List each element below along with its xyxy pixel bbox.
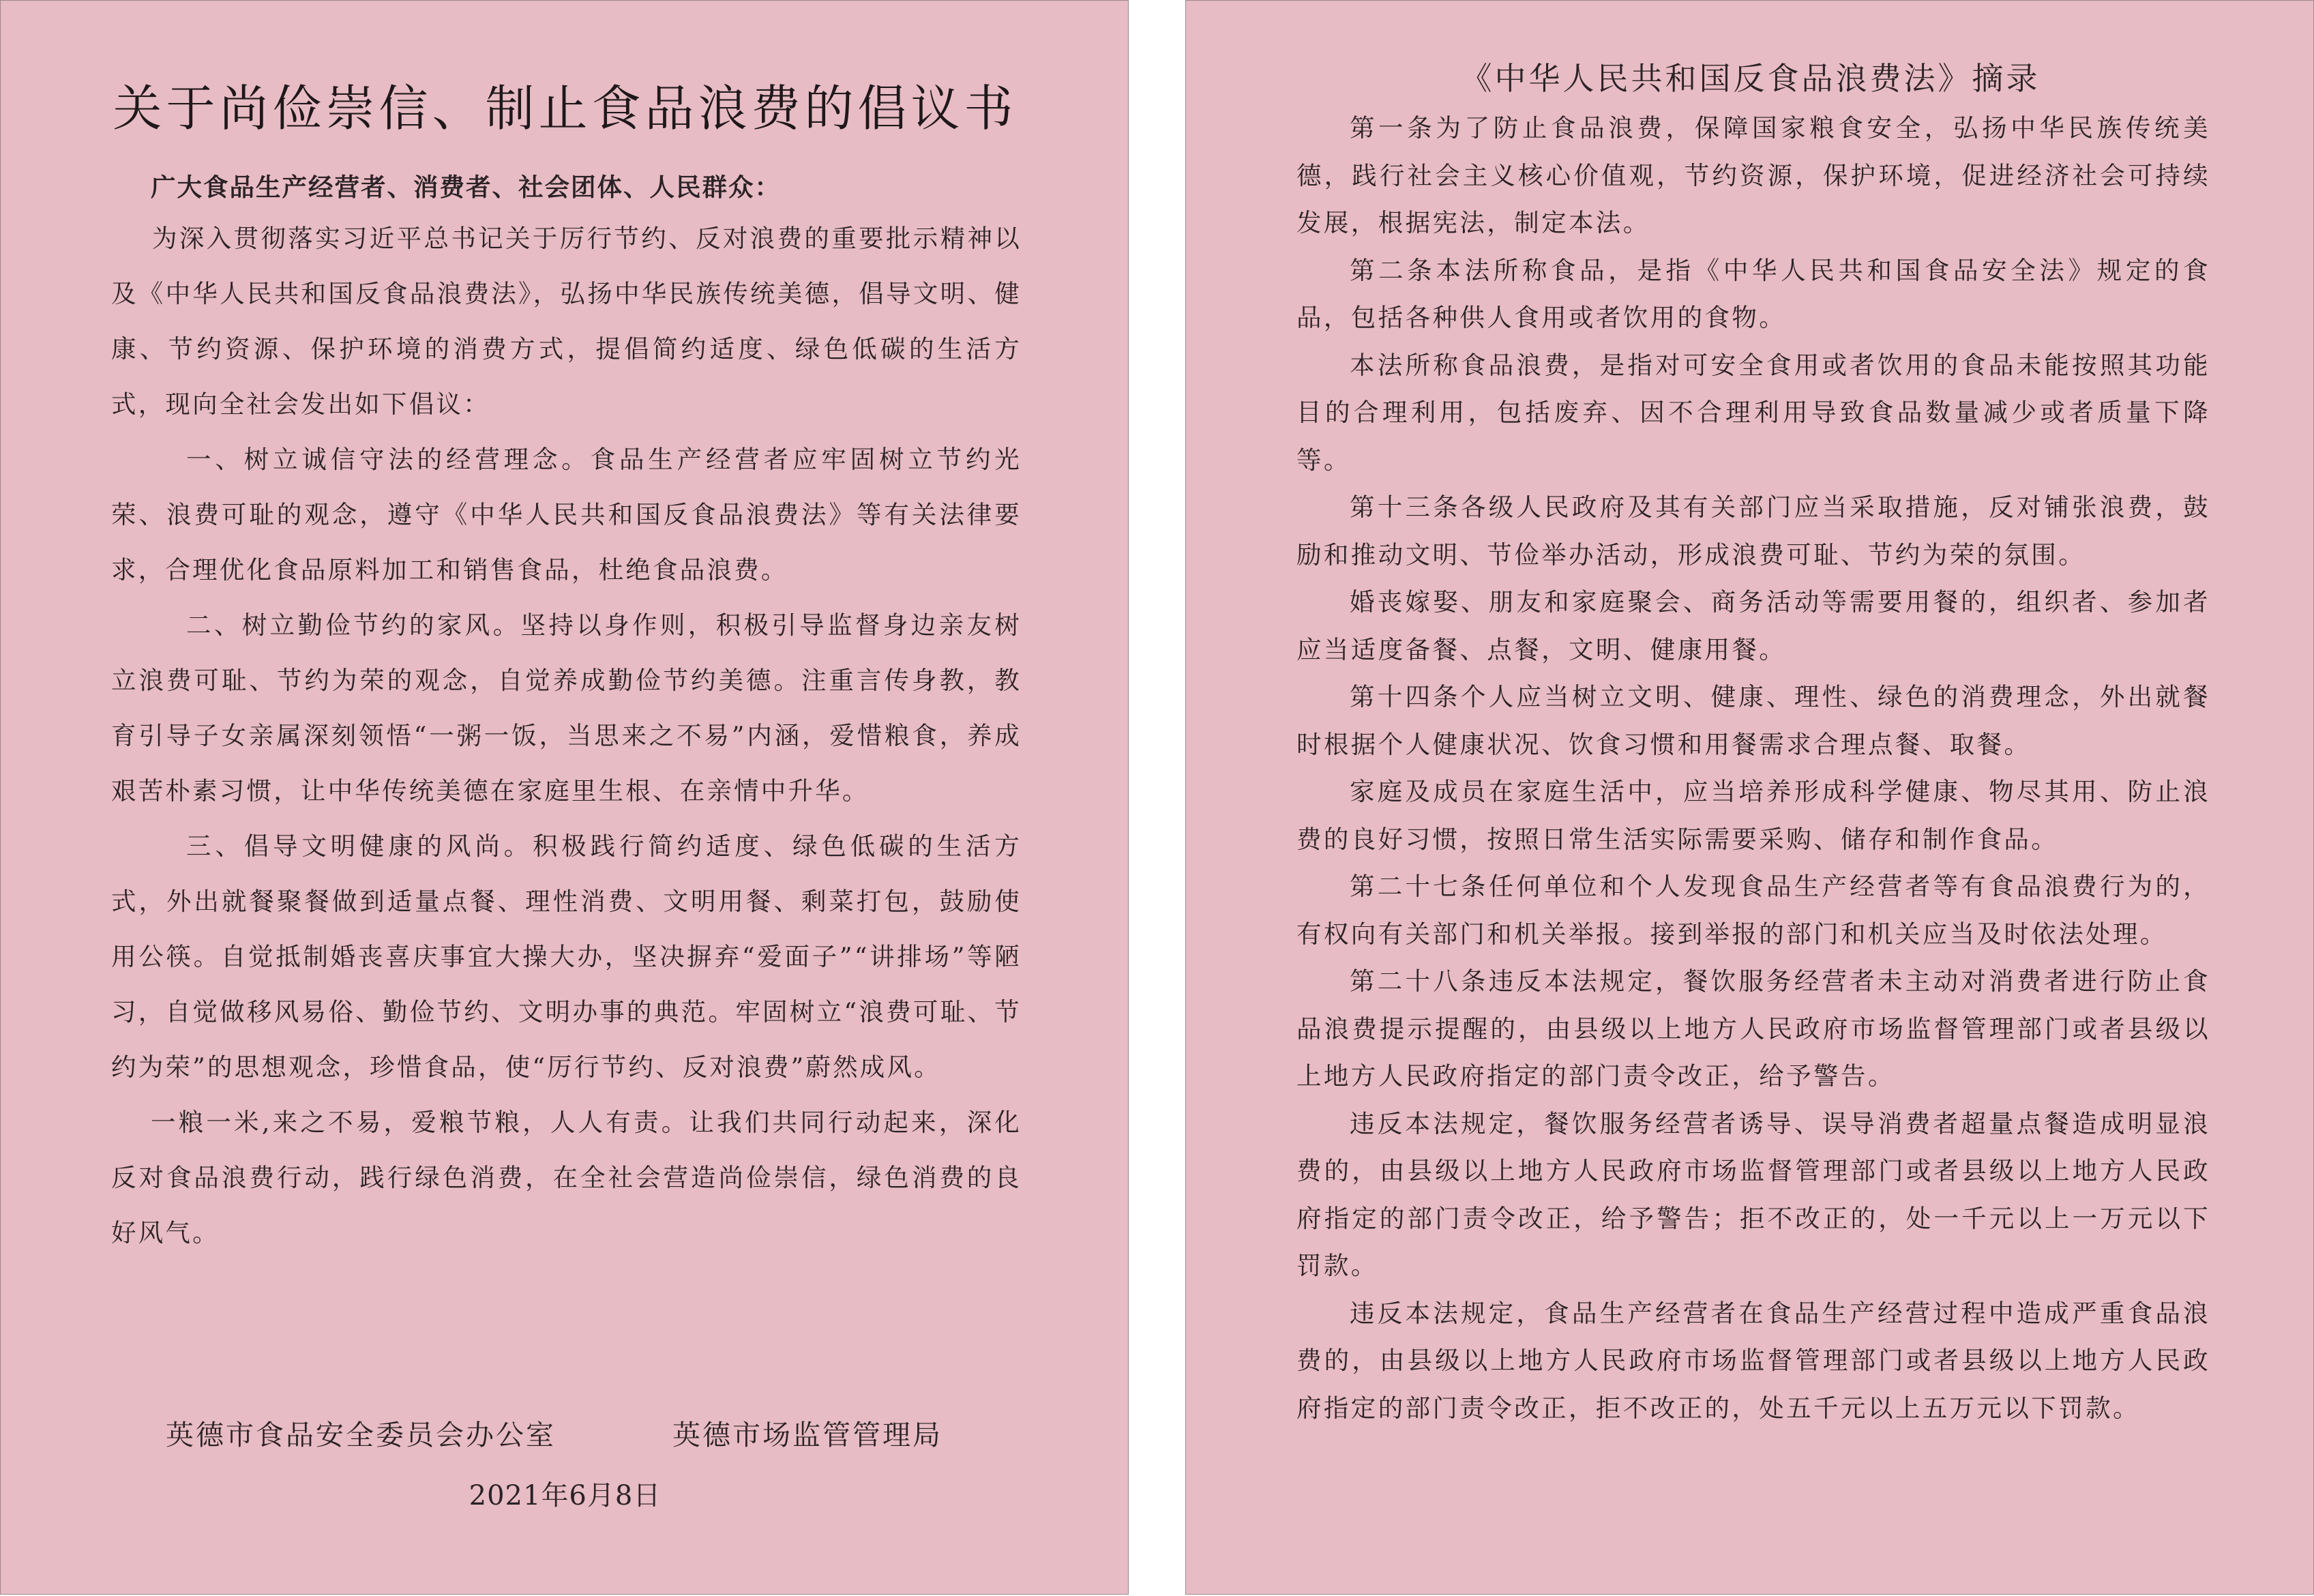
article-paragraph: 第十四条个人应当树立文明、健康、理性、绿色的消费理念，外出就餐时根据个人健康状况、饮食习惯和用餐需求合理点餐、取餐。 [1296, 682, 2210, 759]
salutation: 广大食品生产经营者、消费者、社会团体、人民群众： [151, 173, 781, 202]
initiative-item-3: 三、倡导文明健康的风尚。积极践行简约适度、绿色低碳的生活方式，外出就餐聚餐做到适量点餐、理性消费、文明用餐、剩菜打包，鼓励使用公筷。自觉抵制婚丧喜庆事宜大操大办，坚决摒弃“爱面子”“讲排场”等陋习，自觉做移风易俗、勤俭节约、文明办事的典范。牢固树立“浪费可耻、节约为荣”的思想观念，珍惜食品，使“厉行节约、反对浪费”蔚然成风。 [111, 831, 1022, 1082]
initiative-item-2: 二、树立勤俭节约的家风。坚持以身作则，积极引导监督身边亲友树立浪费可耻、节约为荣的观念，自觉养成勤俭节约美德。注重言传身教，教育引导子女亲属深刻领悟“一粥一饭，当思来之不易”内涵，爱惜粮食，养成艰苦朴素习惯，让中华传统美德在家庭里生根、在亲情中升华。 [111, 610, 1022, 806]
left-page-initiative [0, 0, 1129, 1595]
excerpt-title: 《中华人民共和国反食品浪费法》摘录 [1460, 60, 2041, 97]
article-paragraph: 第一条为了防止食品浪费，保障国家粮食安全，弘扬中华民族传统美德，践行社会主义核心价值观，节约资源，保护环境，促进经济社会可持续发展，根据宪法，制定本法。 [1296, 113, 2210, 237]
article-paragraph: 违反本法规定，食品生产经营者在食品生产经营过程中造成严重食品浪费的，由县级以上地方人民政府市场监督管理部门或者县级以上地方人民政府指定的部门责令改正，拒不改正的，处五千元以上五万元以下罚款。 [1296, 1298, 2210, 1423]
article-paragraph: 第二十八条违反本法规定，餐饮服务经营者未主动对消费者进行防止食品浪费提示提醒的，由县级以上地方人民政府市场监督管理部门或者县级以上地方人民政府指定的部门责令改正，给予警告。 [1296, 966, 2210, 1091]
article-paragraph: 家庭及成员在家庭生活中，应当培养形成科学健康、物尽其用、防止浪费的良好习惯，按照日常生活实际需要采购、储存和制作食品。 [1296, 777, 2210, 854]
right-page-law-excerpt [1185, 0, 2314, 1595]
article-paragraph: 第二十七条任何单位和个人发现食品生产经营者等有食品浪费行为的，有权向有关部门和机关举报。接到举报的部门和机关应当及时依法处理。 [1296, 872, 2210, 949]
signatory-market-regulation-bureau: 英德市场监管管理局 [672, 1419, 943, 1451]
closing-paragraph: 一粮一米,来之不易，爱粮节粮，人人有责。让我们共同行动起来，深化反对食品浪费行动，践行绿色消费，在全社会营造尚俭崇信，绿色消费的良好风气。 [111, 1108, 1022, 1247]
initiative-body [111, 164, 1022, 1260]
article-paragraph: 婚丧嫁娶、朋友和家庭聚会、商务活动等需要用餐的，组织者、参加者应当适度备餐、点餐，文明、健康用餐。 [1296, 587, 2210, 664]
signatory-food-safety-office: 英德市食品安全委员会办公室 [166, 1419, 556, 1451]
article-paragraph: 违反本法规定，餐饮服务经营者诱导、误导消费者超量点餐造成明显浪费的，由县级以上地方人民政府市场监督管理部门或者县级以上地方人民政府指定的部门责令改正，给予警告；拒不改正的，处一千元以上一万元以下罚款。 [1296, 1108, 2210, 1280]
article-paragraph: 第十三条各级人民政府及其有关部门应当采取措施，反对铺张浪费，鼓励和推动文明、节俭举办活动，形成浪费可耻、节约为荣的氛围。 [1296, 492, 2210, 570]
article-paragraph: 第二条本法所称食品，是指《中华人民共和国食品安全法》规定的食品，包括各种供人食用或者饮用的食物。 [1296, 255, 2210, 332]
article-paragraph: 本法所称食品浪费，是指对可安全食用或者饮用的食品未能按照其功能目的合理利用，包括废弃、因不合理利用导致食品数量减少或者质量下降等。 [1296, 350, 2210, 475]
initiative-item-1: 一、树立诚信守法的经营理念。食品生产经营者应牢固树立节约光荣、浪费可耻的观念，遵守《中华人民共和国反食品浪费法》等有关法律要求，合理优化食品原料加工和销售食品，杜绝食品浪费。 [111, 445, 1022, 585]
issue-date: 2021年6月8日 [469, 1480, 662, 1511]
intro-paragraph: 为深入贯彻落实习近平总书记关于厉行节约、反对浪费的重要批示精神以及《中华人民共和国反食品浪费法》，弘扬中华民族传统美德，倡导文明、健康、节约资源、保护环境的消费方式，提倡简约适度、绿色低碳的生活方式，现向全社会发出如下倡议： [111, 224, 1022, 419]
page-title: 关于尚俭崇信、制止食品浪费的倡议书 [113, 80, 1018, 137]
excerpt-body [1296, 104, 2210, 1432]
